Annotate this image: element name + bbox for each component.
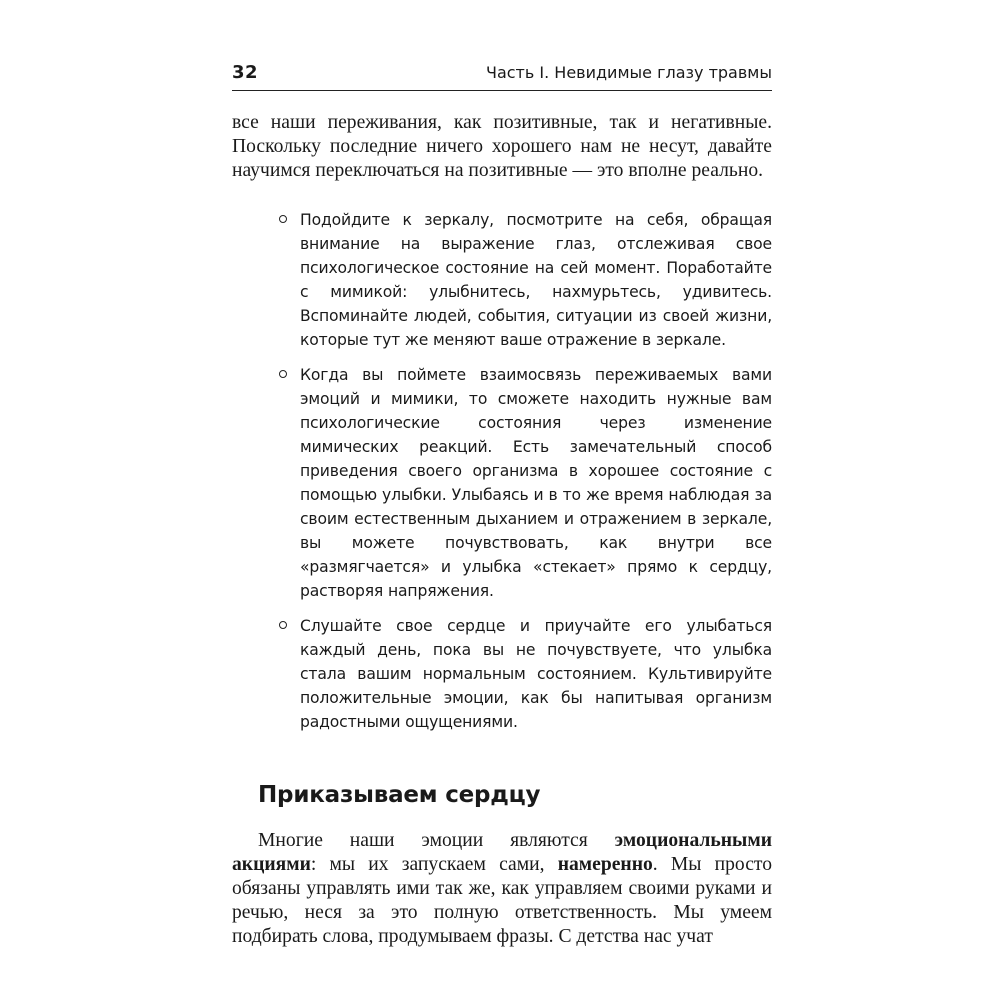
- section-heading: Приказываем сердцу: [258, 782, 541, 808]
- bullet-list: [232, 208, 772, 734]
- list-item: [300, 363, 772, 603]
- circle-bullet-icon: [279, 215, 287, 223]
- book-page: [232, 62, 772, 949]
- list-item-text: Когда вы поймете взаимосвязь переживаемых вами эмоций и мимики, то сможете находить нужные вам психологические состояния через изменение мимических реакций. Есть замечательный способ приведения своего организма в хорошее состояние с помощью улыбки. Улыбаясь и в то же время наблюдая за своим естественным дыханием и отражением в зеркале, вы можете почувствовать, как внутри все «размягчается» и улыбка «стекает» прямо к сердцу, растворяя напряжения.: [300, 366, 772, 600]
- bold-term: намеренно: [557, 854, 653, 875]
- running-header: [232, 62, 772, 91]
- list-item: [300, 614, 772, 734]
- circle-bullet-icon: [279, 621, 287, 629]
- paragraph-text: . Мы просто обязаны управлять ими так же, как управляем своими руками и речью, неся за это полную ответственность. Мы умеем подбирать слова, продумываем фразы. С детства нас учат: [232, 854, 773, 947]
- paragraph-text: Многие наши эмоции являются: [258, 830, 615, 851]
- list-item-text: Слушайте свое сердце и приучайте его улыбаться каждый день, пока вы не почувствуете, что улыбка стала вашим нормальным состоянием. Культивируйте положительные эмоции, как бы напитывая организм радостными ощущениями.: [300, 617, 772, 731]
- bold-term: эмоциональными акциями: [232, 830, 772, 875]
- running-title: Часть I. Невидимые глазу травмы: [485, 63, 772, 82]
- list-item-text: Подойдите к зеркалу, посмотрите на себя, обращая внимание на выражение глаз, отслеживая свое психологическое состояние на сей момент. Поработайте с мимикой: улыбнитесь, нахмурьтесь, удивитесь. Вспоминайте людей, события, ситуации из своей жизни, которые тут же меняют ваше отражение в зеркале.: [300, 211, 772, 349]
- list-item: [300, 208, 772, 352]
- circle-bullet-icon: [279, 370, 287, 378]
- paragraph-text: : мы их запускаем сами,: [310, 854, 558, 875]
- section-paragraph: [232, 829, 772, 949]
- page-number: 32: [232, 62, 259, 83]
- intro-paragraph: все наши переживания, как позитивные, так и негативные. Поскольку последние ничего хорошего нам не несут, давайте научимся переключаться на позитивные — это вполне реально.: [232, 112, 772, 181]
